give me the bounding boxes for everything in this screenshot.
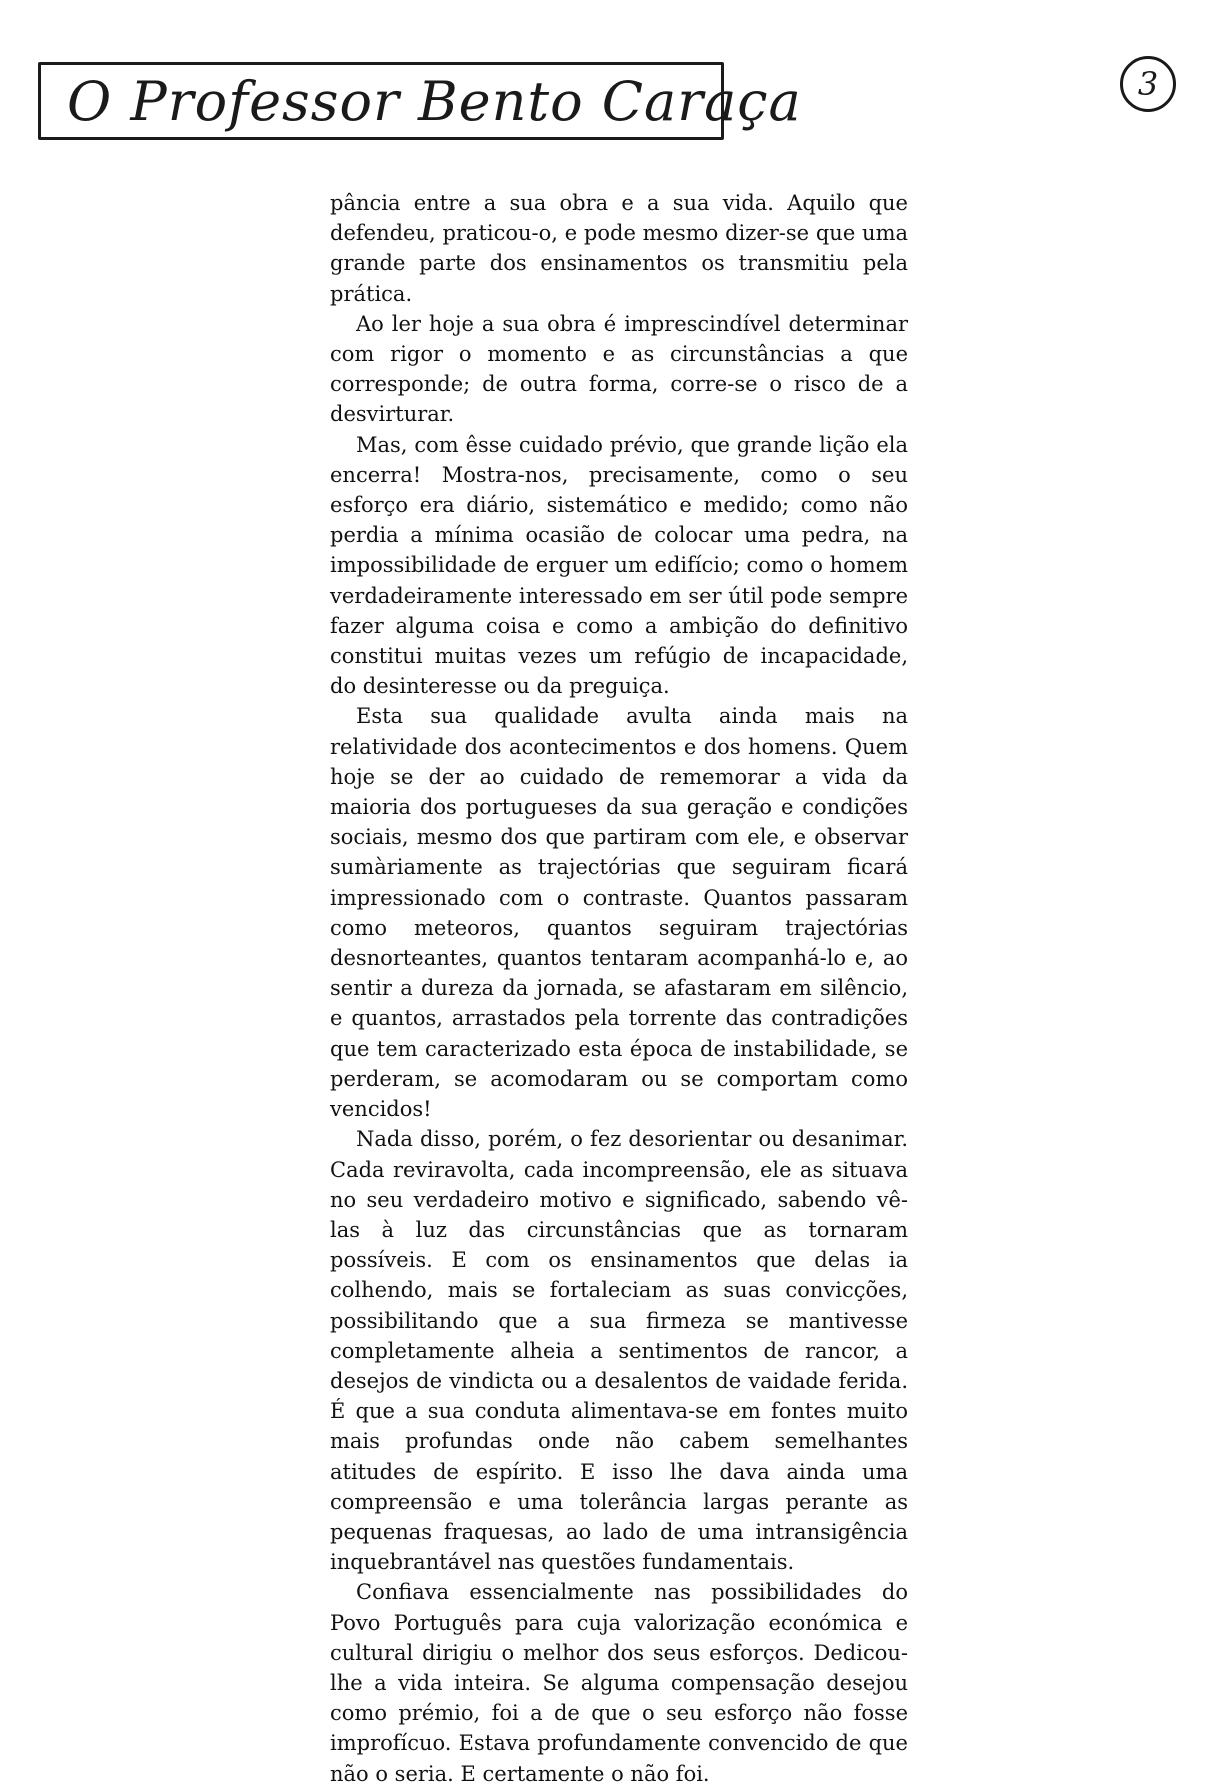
handwritten-title-box xyxy=(38,62,802,140)
paragraph-5: Nada disso, porém, o fez desorientar ou desanimar. Cada reviravolta, cada incompreensão, ele as situava no seu verdadeiro motivo e significado, sabendo vê-las à luz das circunstâncias que as tornaram possíveis. E com os ensinamentos que delas ia colhendo, mais se fortaleciam as suas convicções, possibilitando que a sua firmeza se mantivesse completamente alheia a sentimentos de rancor, a desejos de vindicta ou a desalentos de vaidade ferida. É que a sua conduta alimentava-se em fontes muito mais profundas onde não cabem semelhantes atitudes de espírito. E isso lhe dava ainda uma compreensão e uma tolerância largas perante as pequenas fraquesas, ao lado de uma intransigência inquebrantável nas questões fundamentais. xyxy=(330,1127,908,1575)
page-number: 3 xyxy=(1137,65,1159,103)
paragraph-1: pância entre a sua obra e a sua vida. Aquilo que defendeu, praticou-o, e pode mesmo dizer-se que uma grande parte dos ensinamentos os transmitiu pela prática. xyxy=(330,191,908,306)
article-body xyxy=(330,188,908,1789)
paragraph-4: Esta sua qualidade avulta ainda mais na relatividade dos acontecimentos e dos homens. Quem hoje se der ao cuidado de rememorar a vida da maioria dos portugueses da sua geração e condições sociais, mesmo dos que partiram com ele, e observar sumàriamente as trajectórias que seguiram ficará impressionado com o contraste. Quantos passaram como meteoros, quantos seguiram trajectórias desnorteantes, quantos tentaram acompanhá-lo e, ao sentir a dureza da jornada, se afastaram em silêncio, e quantos, arrastados pela torrente das contradições que tem caracterizado esta época de instabilidade, se perderam, se acomodaram ou se comportam como vencidos! xyxy=(330,704,908,1122)
page-number-circle xyxy=(1120,56,1176,112)
paragraph-3: Mas, com êsse cuidado prévio, que grande lição ela encerra! Mostra-nos, precisamente, como o seu esforço era diário, sistemático e medido; como não perdia a mínima ocasião de colocar uma pedra, na impossibilidade de erguer um edifício; como o homem verdadeiramente interessado em ser útil pode sempre fazer alguma coisa e como a ambição do definitivo constitui muitas vezes um refúgio de incapacidade, do desinteresse ou da preguiça. xyxy=(330,432,908,699)
paragraph-2: Ao ler hoje a sua obra é imprescindível determinar com rigor o momento e as circunstâncias a que corresponde; de outra forma, corre-se o risco de a desvirturar. xyxy=(330,311,908,427)
handwritten-title: O Professor Bento Caraça xyxy=(67,69,802,133)
paragraph-6: Confiava essencialmente nas possibilidades do Povo Português para cuja valorização económica e cultural dirigiu o melhor dos seus esforços. Dedicou-lhe a vida inteira. Se alguma compensação desejou como prémio, foi a de que o seu esforço não fosse improfícuo. Estava profundamente convencido de que não o seria. E certamente o não foi. xyxy=(330,1580,908,1786)
